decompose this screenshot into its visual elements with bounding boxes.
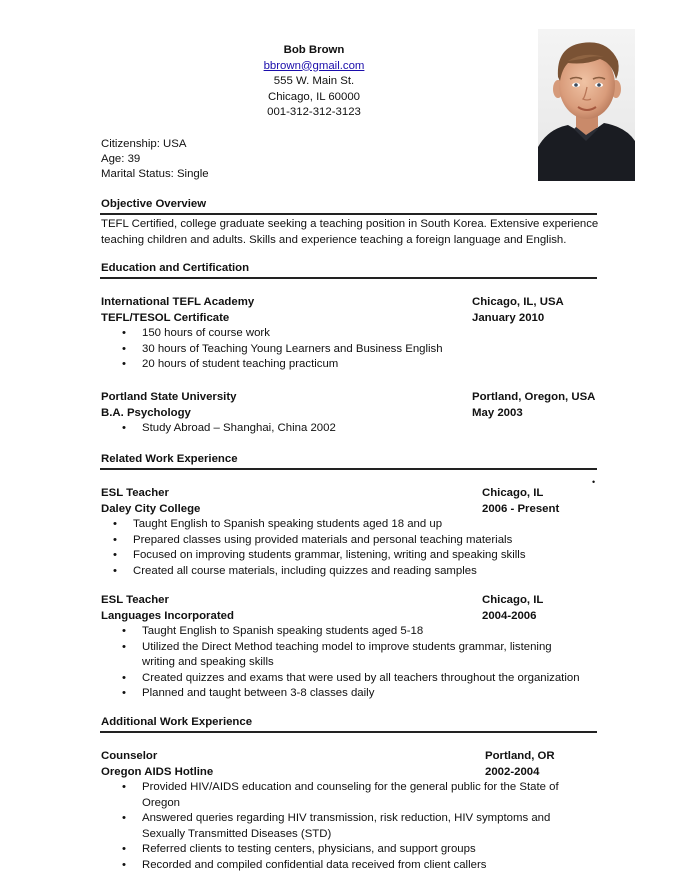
street-address: 555 W. Main St. bbox=[214, 74, 414, 90]
education-entry-itefl bbox=[101, 295, 601, 373]
bullet-list bbox=[142, 780, 582, 873]
list-item: • Answered queries regarding HIV transmission, risk reduction, HIV symptoms and Sexually Transmitted Diseases (STD) bbox=[142, 811, 582, 842]
entry-header-row bbox=[101, 593, 601, 609]
list-item: • 30 hours of Teaching Young Learners and Business English bbox=[142, 342, 601, 358]
stray-bullet-mark: • bbox=[592, 477, 595, 488]
list-item: • Planned and taught between 3-8 classes daily bbox=[142, 686, 587, 702]
list-item: • Study Abroad – Shanghai, China 2002 bbox=[142, 421, 601, 437]
institution-name: International TEFL Academy bbox=[101, 296, 254, 308]
email-link[interactable]: bbrown@gmail.com bbox=[214, 59, 414, 75]
citizenship: Citizenship: USA bbox=[101, 137, 209, 152]
job-dates: 2006 - Present bbox=[482, 502, 559, 518]
job-dates: 2004-2006 bbox=[482, 609, 536, 625]
applicant-name: Bob Brown bbox=[214, 43, 414, 59]
entry-subheader-row bbox=[101, 311, 601, 327]
age: Age: 39 bbox=[101, 152, 209, 167]
phone-number: 001-312-312-3123 bbox=[214, 105, 414, 121]
institution-location: Chicago, IL, USA bbox=[472, 295, 564, 311]
job-dates: 2002-2004 bbox=[485, 765, 539, 781]
list-item: • Created quizzes and exams that were used by all teachers throughout the organization bbox=[142, 671, 587, 687]
objective-heading: Objective Overview bbox=[101, 198, 206, 212]
objective-rule bbox=[100, 213, 597, 215]
additional-heading: Additional Work Experience bbox=[101, 716, 252, 730]
credential-date: May 2003 bbox=[472, 406, 523, 422]
bullet-list bbox=[142, 624, 587, 702]
bullet-list bbox=[142, 421, 601, 437]
job-location: Chicago, IL bbox=[482, 486, 543, 502]
education-rule bbox=[100, 277, 597, 279]
job-location: Chicago, IL bbox=[482, 593, 543, 609]
entry-header-row bbox=[101, 486, 601, 502]
list-item: • Utilized the Direct Method teaching model to improve students grammar, listening writing and speaking skills bbox=[142, 640, 587, 671]
education-heading: Education and Certification bbox=[101, 262, 249, 276]
credential-name: B.A. Psychology bbox=[101, 407, 191, 419]
job-title: ESL Teacher bbox=[101, 487, 169, 499]
list-item: • Created all course materials, including quizzes and reading samples bbox=[133, 564, 601, 580]
entry-header-row bbox=[101, 749, 601, 765]
city-address: Chicago, IL 60000 bbox=[214, 90, 414, 106]
work-entry-daley bbox=[101, 486, 601, 579]
employer-name: Oregon AIDS Hotline bbox=[101, 766, 213, 778]
institution-name: Portland State University bbox=[101, 391, 236, 403]
bullet-list bbox=[142, 326, 601, 373]
list-item: • 20 hours of student teaching practicum bbox=[142, 357, 601, 373]
entry-subheader-row bbox=[101, 765, 601, 781]
work-heading: Related Work Experience bbox=[101, 453, 238, 467]
additional-rule bbox=[100, 731, 597, 733]
job-title: ESL Teacher bbox=[101, 594, 169, 606]
list-item: • Referred clients to testing centers, physicians, and support groups bbox=[142, 842, 582, 858]
work-entry-languages bbox=[101, 593, 601, 702]
entry-subheader-row bbox=[101, 502, 601, 518]
education-entry-psu bbox=[101, 390, 601, 437]
list-item: • Prepared classes using provided materials and personal teaching materials bbox=[133, 533, 601, 549]
list-item: • Focused on improving students grammar, listening, writing and speaking skills bbox=[133, 548, 601, 564]
marital-status: Marital Status: Single bbox=[101, 167, 209, 182]
list-item: • Recorded and compiled confidential data received from client callers bbox=[142, 858, 582, 873]
credential-name: TEFL/TESOL Certificate bbox=[101, 312, 229, 324]
contact-header bbox=[214, 43, 414, 121]
institution-location: Portland, Oregon, USA bbox=[472, 390, 595, 406]
entry-header-row bbox=[101, 390, 601, 406]
entry-subheader-row bbox=[101, 406, 601, 422]
list-item: • Taught English to Spanish speaking students aged 5-18 bbox=[142, 624, 587, 640]
employer-name: Languages Incorporated bbox=[101, 610, 234, 622]
entry-subheader-row bbox=[101, 609, 601, 625]
objective-text: TEFL Certified, college graduate seeking a teaching position in South Korea. Extensive experience teaching children and adults. Skills and experience teaching a foreign language and English. bbox=[101, 217, 601, 248]
list-item: • Taught English to Spanish speaking students aged 18 and up bbox=[133, 517, 601, 533]
credential-date: January 2010 bbox=[472, 311, 544, 327]
additional-entry-hotline bbox=[101, 749, 601, 873]
bullet-list bbox=[133, 517, 601, 579]
entry-header-row bbox=[101, 295, 601, 311]
work-rule bbox=[100, 468, 597, 470]
job-title: Counselor bbox=[101, 750, 157, 762]
list-item: • 150 hours of course work bbox=[142, 326, 601, 342]
personal-info bbox=[101, 137, 209, 183]
employer-name: Daley City College bbox=[101, 503, 200, 515]
list-item: • Provided HIV/AIDS education and counseling for the general public for the State of Oregon bbox=[142, 780, 582, 811]
job-location: Portland, OR bbox=[485, 749, 555, 765]
profile-photo bbox=[538, 29, 635, 181]
